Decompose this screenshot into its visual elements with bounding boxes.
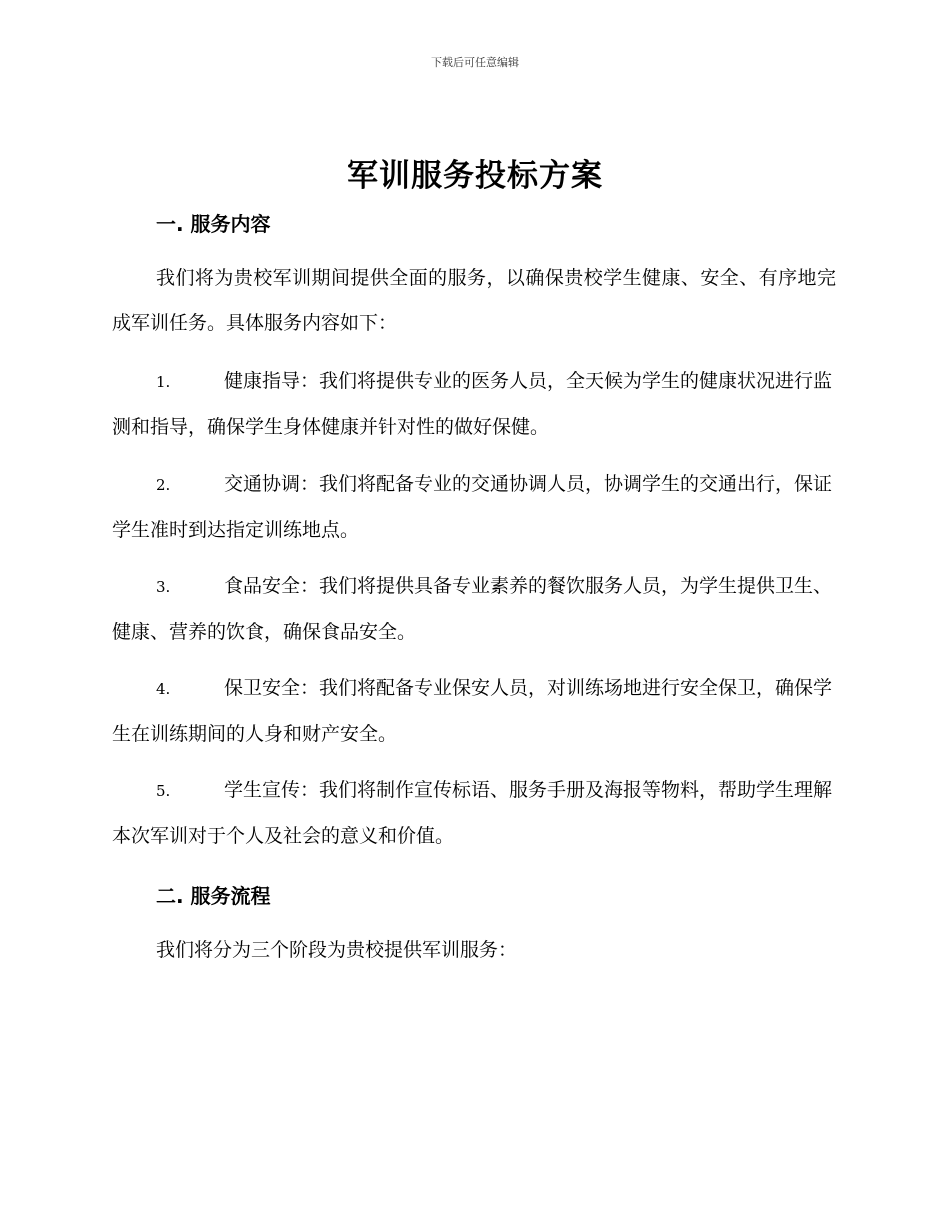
section-heading-service-content: 一. 服务内容	[156, 212, 271, 236]
list-item-3	[112, 564, 836, 655]
list-item-text: 食品安全：我们将提供具备专业素养的餐饮服务人员，为学生提供卫生、健康、营养的饮食，确保食品安全。	[112, 575, 833, 643]
section1-intro-paragraph: 我们将为贵校军训期间提供全面的服务，以确保贵校学生健康、安全、有序地完成军训任务。具体服务内容如下：	[112, 267, 836, 334]
list-number: 3.	[156, 578, 171, 596]
document-title: 军训服务投标方案	[347, 158, 603, 194]
list-number: 4.	[156, 680, 171, 698]
list-number: 2.	[156, 476, 171, 494]
list-item-text: 交通协调：我们将配备专业的交通协调人员，协调学生的交通出行，保证学生准时到达指定训练地点。	[112, 473, 833, 541]
list-item-5	[112, 768, 836, 859]
section2-intro-paragraph: 我们将分为三个阶段为贵校提供军训服务：	[156, 939, 518, 961]
list-item-2	[112, 462, 836, 553]
list-item-text: 学生宣传：我们将制作宣传标语、服务手册及海报等物料，帮助学生理解本次军训对于个人及社会的意义和价值。	[112, 779, 833, 847]
section-heading-service-process: 二. 服务流程	[156, 884, 271, 908]
list-item-1	[112, 359, 836, 450]
header-note: 下载后可任意编辑	[431, 56, 519, 69]
list-item-text: 健康指导：我们将提供专业的医务人员，全天候为学生的健康状况进行监测和指导，确保学生身体健康并针对性的做好保健。	[112, 370, 833, 438]
list-item-4	[112, 666, 836, 757]
list-item-text: 保卫安全：我们将配备专业保安人员，对训练场地进行安全保卫，确保学生在训练期间的人身和财产安全。	[112, 677, 833, 745]
list-number: 5.	[156, 782, 171, 800]
list-number: 1.	[156, 373, 171, 391]
